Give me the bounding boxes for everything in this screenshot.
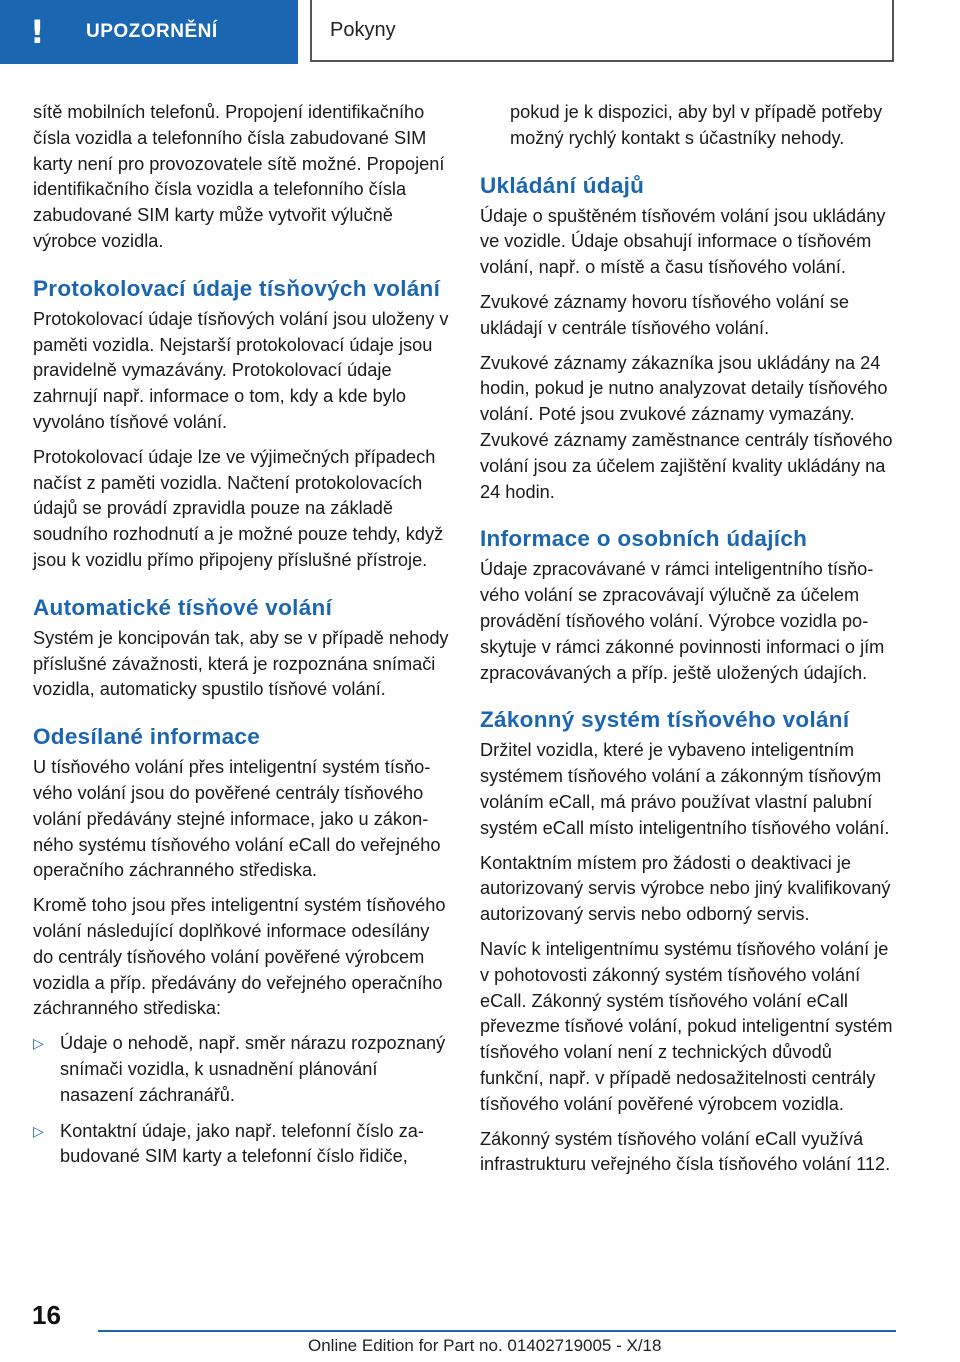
heading-odesilane-informace: Odesílané informace xyxy=(33,724,261,750)
paragraph: Protokolovací údaje tísňových volání jsou uloženy v paměti vozidla. Nejstarší protokolovací údaje jsou pravidelně vymazávány. Protokolovací údaje zahrnují např. informace o tom, kdy a kde bylo vyvoláno tísňové volání. xyxy=(33,308,449,432)
list-item-text: Údaje o nehodě, např. směr nárazu rozpoznaný snímači vozidla, k usnadnění plánování nasazení záchranářů. xyxy=(60,1033,446,1105)
paragraph: Protokolovací údaje lze ve výjimečných případech načíst z paměti vozidla. Načtení protokolovacích údajů se provádí zpravidla pouze na základě soudního rozhodnutí a je možné pouze tehdy, když jsou k vozidlu přímo připojeny příslušné přístroje. xyxy=(33,446,444,570)
list-item-text: Kontaktní údaje, jako např. telefonní číslo zabudované SIM karty a telefonní číslo řidiče, xyxy=(60,1120,424,1167)
paragraph: Systém je koncipován tak, aby se v případě nehody příslušné závažnosti, která je rozpoznána snímači vozidla, automaticky spustilo tísňové volání. xyxy=(33,627,449,700)
heading-zakonny-system: Zákonný systém tísňového volání xyxy=(480,707,850,733)
left-column xyxy=(33,100,449,1180)
paragraph: Držitel vozidla, které je vybaveno inteligentním systémem tísňového volání a zákonným tísňovým voláním eCall, má právo používat vlastní palubní systém eCall místo inteligentního tísňového volání. xyxy=(480,740,890,838)
triangle-bullet-icon: ▷ xyxy=(33,1035,44,1052)
paragraph: Údaje o spuštěném tísňovém volání jsou ukládány ve vozidle. Údaje obsahují informace o tísňovém volání, např. o místě a času tísňového volání. xyxy=(480,205,886,278)
page-number: 16 xyxy=(32,1300,61,1330)
heading-protokolovaci-udaje: Protokolovací údaje tísňových volání xyxy=(33,275,441,301)
paragraph: Navíc k inteligentnímu systému tísňového volání je v pohotovosti zákonný systém tísňového volání eCall. Zákonný systém tísňového volání eCall převezme tísňové volání, pokud inteligentní systém tísňového volaní není z technických důvodů funkční, např. v případě nedosažitelnosti centrály tísňového volání pověřené výrobcem vozidla. xyxy=(480,938,893,1114)
intro-paragraph: sítě mobilních telefonů. Propojení identifikačního čísla vozidla a telefonního čísla zabudované SIM karty není pro provozovatele sítě možné. Propojení identifikačního čísla vozidla a telefonního čísla zabudované SIM karty může vytvořit výlučně výrobce vozidla. xyxy=(33,102,445,251)
heading-automaticke-volani: Automatické tísňové volání xyxy=(33,594,333,620)
warning-tab xyxy=(0,0,298,64)
paragraph: U tísňového volání přes inteligentní systém tísňového volání jsou do pověřené centrály tísňového volání předávány stejné informace, jako u zákonného systému tísňového volání eCall do veřejného operačního záchranného střediska. xyxy=(33,757,441,881)
footer-edition-text: Online Edition for Part no. 01402719005 - X/18 xyxy=(308,1336,662,1355)
list-item xyxy=(33,1031,449,1108)
paragraph: Zvukové záznamy zákazníka jsou ukládány na 24 hodin, pokud je nutno analyzovat detaily tísňového volání. Poté jsou zvukové záznamy vymazány. Zvukové záznamy zaměstnance centrály tísňového volání jsou za účelem zajištění kvality ukládány na 24 hodin. xyxy=(480,352,893,502)
paragraph: Zvukové záznamy hovoru tísňového volání se ukládají v centrále tísňového volání. xyxy=(480,291,849,338)
heading-osobni-udaje: Informace o osobních údajích xyxy=(480,526,808,552)
warning-icon: ! xyxy=(30,13,45,51)
section-tab xyxy=(310,0,894,62)
heading-ukladani-udaju: Ukládání údajů xyxy=(480,172,645,198)
paragraph: Údaje zpracovávané v rámci inteligentního tísňového volání se zpracovávají výlučně za účelem provádění tísňového volání. Výrobce vozidla poskytuje v rámci zákonné povinnosti informaci o jím zpracovávaných a příp. ještě uložených údajích. xyxy=(480,559,885,683)
paragraph: Kontaktním místem pro žádosti o deaktivaci je autorizovaný servis výrobce nebo jiný kvalifikovaný autorizovaný servis nebo odborný servis. xyxy=(480,852,891,925)
list-item xyxy=(33,1119,449,1171)
list-item-continuation: pokud je k dispozici, aby byl v případě potřeby možný rychlý kontakt s účastníky nehody. xyxy=(510,102,883,148)
section-label: Pokyny xyxy=(330,18,396,41)
right-column xyxy=(480,100,896,1187)
paragraph: Kromě toho jsou přes inteligentní systém tísňového volání následující doplňkové informace odesílány do centrály tísňového volání pověřené výrobcem vozidla a příp. předávány do veřejného operačního záchranného střediska: xyxy=(33,895,446,1019)
page-header xyxy=(0,0,960,66)
warning-label: UPOZORNĚNÍ xyxy=(86,21,218,42)
triangle-bullet-icon: ▷ xyxy=(33,1122,44,1139)
paragraph: Zákonný systém tísňového volání eCall využívá infrastrukturu veřejného čísla tísňového volání 112. xyxy=(480,1128,891,1175)
footer-divider xyxy=(98,1330,896,1332)
